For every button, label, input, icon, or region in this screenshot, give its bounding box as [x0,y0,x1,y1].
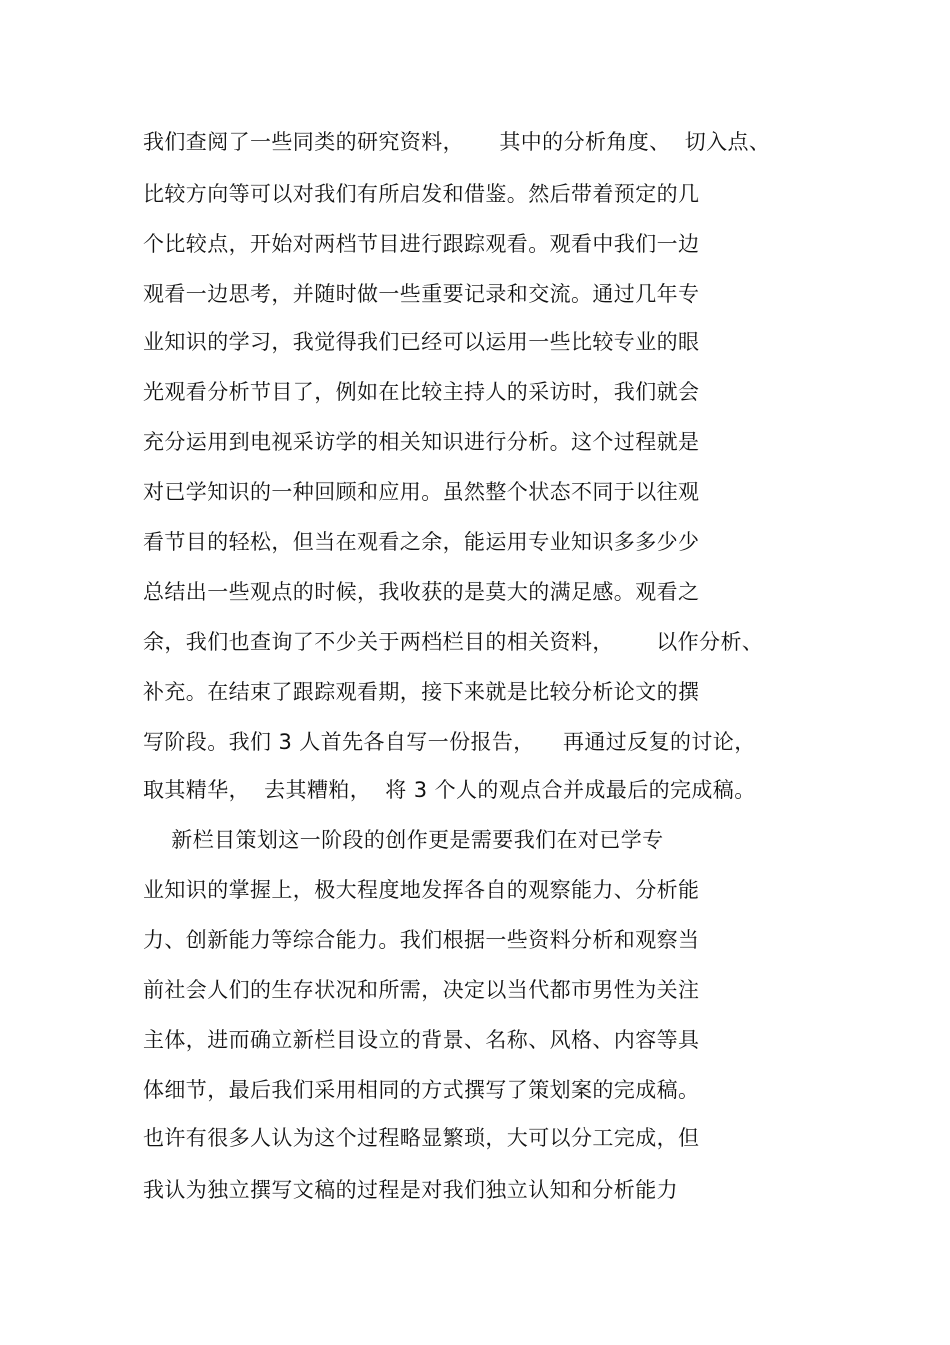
text-line: 余，我们也查询了不少关于两档栏目的相关资料， 以作分析、 [143,630,764,654]
text-line: 取其精华， 去其糟粕， 将 3 个人的观点合并成最后的完成稿。 [143,778,756,802]
text-line: 我认为独立撰写文稿的过程是对我们独立认知和分析能力 [143,1178,678,1202]
text-line: 体细节，最后我们采用相同的方式撰写了策划案的完成稿。 [143,1078,700,1102]
text-line: 个比较点，开始对两档节目进行跟踪观看。观看中我们一边 [143,232,700,256]
text-line: 我们查阅了一些同类的研究资料， 其中的分析角度、 切入点、 [143,130,771,154]
text-line: 观看一边思考，并随时做一些重要记录和交流。通过几年专 [143,282,700,306]
text-line: 看节目的轻松，但当在观看之余，能运用专业知识多多少少 [143,530,700,554]
text-line: 前社会人们的生存状况和所需，决定以当代都市男性为关注 [143,978,700,1002]
text-line: 写阶段。我们 3 人首先各自写一份报告， 再通过反复的讨论， [143,730,756,754]
text-line: 主体，进而确立新栏目设立的背景、名称、风格、内容等具 [143,1028,700,1052]
paragraph-start-line: 新栏目策划这一阶段的创作更是需要我们在对已学专 [143,828,664,852]
text-line: 补充。在结束了跟踪观看期，接下来就是比较分析论文的撰 [143,680,700,704]
text-line: 总结出一些观点的时候，我收获的是莫大的满足感。观看之 [143,580,700,604]
text-line: 比较方向等可以对我们有所启发和借鉴。然后带着预定的几 [143,182,700,206]
text-line: 业知识的学习，我觉得我们已经可以运用一些比较专业的眼 [143,330,700,354]
text-line: 力、创新能力等综合能力。我们根据一些资料分析和观察当 [143,928,700,952]
text-line: 业知识的掌握上，极大程度地发挥各自的观察能力、分析能 [143,878,700,902]
text-line: 也许有很多人认为这个过程略显繁琐，大可以分工完成，但 [143,1126,700,1150]
text-line: 对已学知识的一种回顾和应用。虽然整个状态不同于以往观 [143,480,700,504]
text-line: 充分运用到电视采访学的相关知识进行分析。这个过程就是 [143,430,700,454]
text-line: 光观看分析节目了，例如在比较主持人的采访时，我们就会 [143,380,700,404]
